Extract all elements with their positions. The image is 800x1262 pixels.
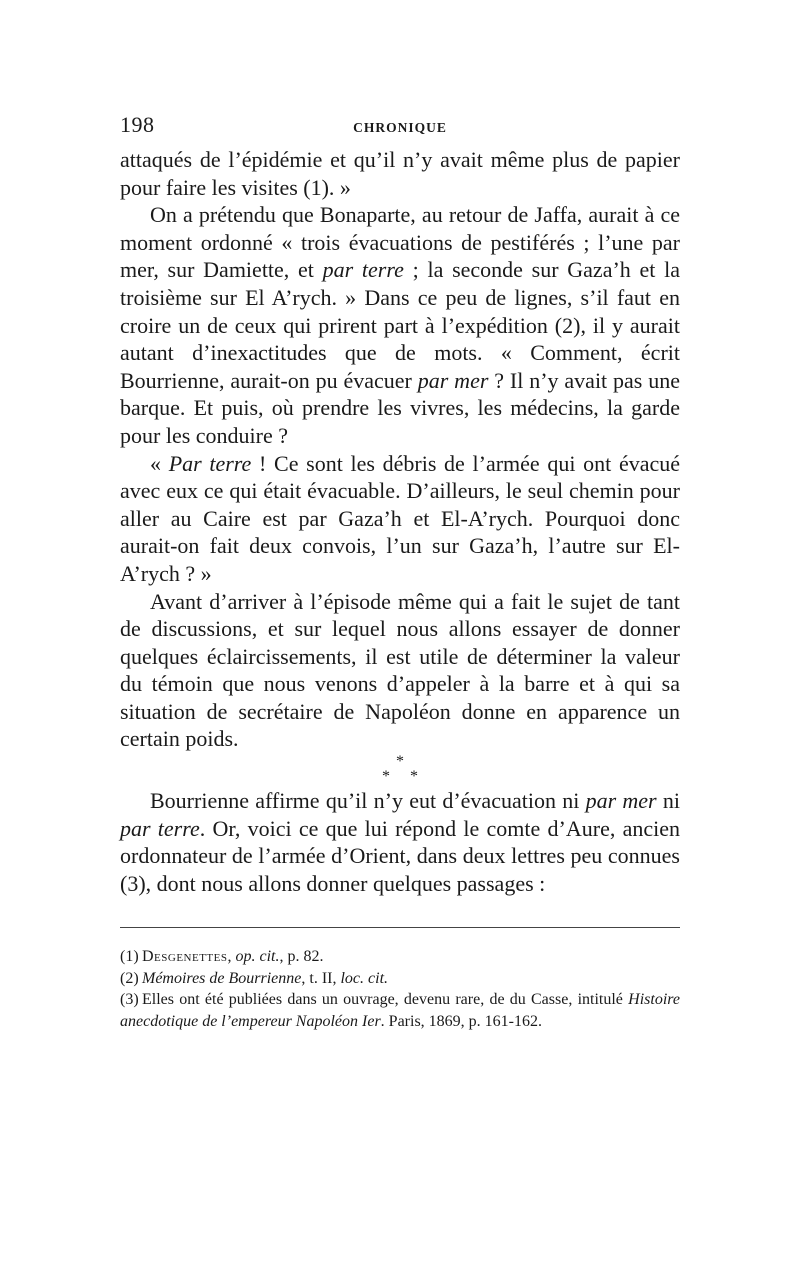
paragraph-5 [120,787,680,897]
paragraph-5-italic-par-mer: par mer [585,788,657,814]
main-text [120,146,680,897]
paragraph-2 [120,201,680,449]
footnotes [120,946,680,1032]
footnote-3-number: (3) [120,991,139,1009]
paragraph-2-text-a: On a prétendu que Bonaparte, au retour de Jaffa, aurait à ce moment ordonné « trois évacuations de pestiférés ; l’une par mer, sur Damiette, et [120,202,680,283]
paragraph-3-text-c: ! Ce sont les débris de l’armée qui ont évacué avec eux ce qui était évacuable. D’ailleurs, le seul chemin pour aller au Caire est par Gaza’h et El-A’rych. Pourquoi donc aurait-on fait deux convois, l’un sur Gaza’h, l’autre sur El-A’rych ? » [120,450,680,586]
asterism-top-star: * [396,753,404,771]
asterism-right-star: * [410,768,418,786]
running-head [120,112,680,146]
section-break-asterism [120,754,680,784]
paragraph-5-text-c: ni [656,788,680,814]
paragraph-1: attaqués de l’épidémie et qu’il n’y avait même plus de papier pour faire les visites (1). » [120,147,680,200]
paragraph-4: Avant d’arriver à l’épisode même qui a fait le sujet de tant de discussions, et sur lequel nous allons essayer de donner quelques éclaircissements, il est utile de déterminer la valeur du témoin que nous venons d’appeler à la barre et à qui sa situation de secrétaire de Napoléon donne en apparence un certain poids. [120,588,680,752]
paragraph-3 [120,450,680,588]
paragraph-3-text-a: « [150,450,169,476]
footnote-3-text-a: Elles ont été publiées dans un ouvrage, devenu rare, de du Casse, intitulé [142,991,629,1009]
paragraph-3-italic-par-terre: Par terre [168,450,252,476]
asterism-left-star: * [382,768,390,786]
running-title: CHRONIQUE [353,120,447,135]
asterism-bottom-stars [120,769,680,784]
footnote-1 [120,946,680,968]
page-number: 198 [120,112,155,137]
footnote-1-ref: op. cit. [235,948,280,966]
footnote-3-title: Histoire anecdotique de l’empereur Napoléon Ier [120,991,680,1030]
footnote-1-number: (1) [120,948,139,966]
paragraph-5-text-e: . Or, voici ce que lui répond le comte d’Aure, ancien ordonnateur de l’armée d’Orient, dans deux lettres peu connues (3), dont nous allons donner quelques passages : [120,815,680,896]
footnote-2 [120,968,680,990]
book-page [120,112,680,1032]
footnote-3-text-b: . Paris, 1869, p. 161-162. [380,1012,542,1030]
paragraph-5-text-a: Bourrienne affirme qu’il n’y eut d’évacuation ni [150,788,586,814]
footnote-2-title: Mémoires de Bourrienne [142,969,302,987]
footnote-2-ref: loc. cit. [340,969,389,987]
footnote-2-number: (2) [120,969,139,987]
paragraph-2-italic-par-terre: par terre [322,257,404,283]
paragraph-2-italic-par-mer: par mer [417,367,489,393]
paragraph-5-italic-par-terre: par terre [120,815,200,841]
footnote-1-sep: , [227,948,236,966]
footnote-rule [120,927,680,928]
footnote-1-author: Desgenettes [142,948,228,966]
footnote-2-rest: , t. II, [301,969,341,987]
paragraph-2-text-c: ; la seconde sur Gaza’h et la troisième sur El A’rych. » Dans ce peu de lignes, s’il faut en croire un de ceux qui prirent part à l’expédition (2), il y aurait autant d’inexactitudes que de mots. « Comment, écrit Bourrienne, aurait-on pu évacuer [120,257,680,393]
footnote-3 [120,989,680,1032]
paragraph-2-text-e: ? Il n’y avait pas une barque. Et puis, où prendre les vivres, les médecins, la garde pour les conduire ? [120,367,681,448]
footnote-1-rest: , p. 82. [279,948,324,966]
